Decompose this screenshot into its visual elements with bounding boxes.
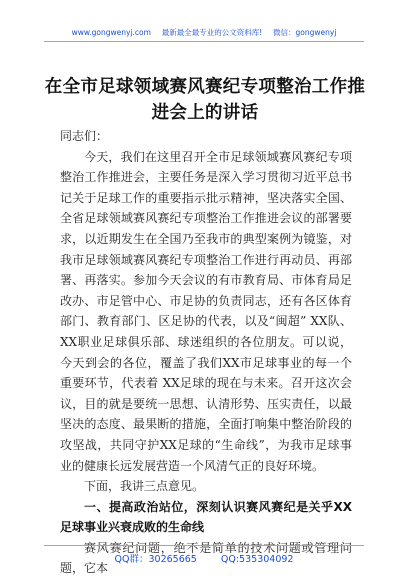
body-paragraph: 今天，我们在这里召开全市足球领域赛风赛纪专项整治工作推进会，主要任务是深入学习贯彻习近平总书记关于足球工作的重要指示批示精神，坚决落实全国、全省足球领域赛风赛纪专项整治工作推进会议的部署要求，以近期发生在全国乃至我市的典型案例为镜鉴，对我市足球领域赛风赛纪专项整治工作进行再动员、再部署、再落实。参加今天会议的有市教育局、市体育局足改办、市足管中心、市足协的负责同志，还有各区体育部门、教育部门、区足协的代表，以及“闽超” XX队、XX职业足球俱乐部、球迷组织的各位朋友。可以说，今天到会的各位，覆盖了我们XX市足球事业的每一个重要环节，代表着 XX足球的现在与未来。召开这次会议，目的就是要统一思想、认清形势、压实责任，以最坚决的态度、最果断的措施，全面打响集中整治阶段的攻坚战，共同守护XX足球的“生命线”，为我市足球事业的健康长远发展营造一个风清气正的良好环境。	[60, 149, 352, 473]
footer-qq-group: QQ群：30265665	[114, 554, 197, 565]
document-body	[60, 126, 352, 579]
body-paragraph: 下面，我讲三点意见。	[84, 479, 205, 494]
header-site-link[interactable]: www.gongwenyj.com	[71, 28, 151, 37]
page-header	[0, 27, 408, 38]
section-heading: 一、提高政治站位，深刻认识赛风赛纪是关乎XX 足球事业兴衰成败的生命线	[60, 499, 352, 535]
header-wechat: 微信：gongwenyj	[273, 28, 337, 37]
footer-qq: QQ:535304092	[220, 554, 294, 565]
page-footer	[0, 551, 408, 565]
section-paragraph: 赛风赛纪问题，绝不是简单的技术问题或管理问题，它本	[60, 540, 352, 576]
header-divider	[44, 41, 364, 42]
footer-divider	[44, 545, 364, 546]
greeting: 同志们：	[60, 129, 109, 143]
document-title: 在全市足球领域赛风赛纪专项整治工作推进会上的讲话	[44, 77, 366, 123]
header-slogan: 最新最全最专业的公文资料库!	[161, 28, 263, 37]
